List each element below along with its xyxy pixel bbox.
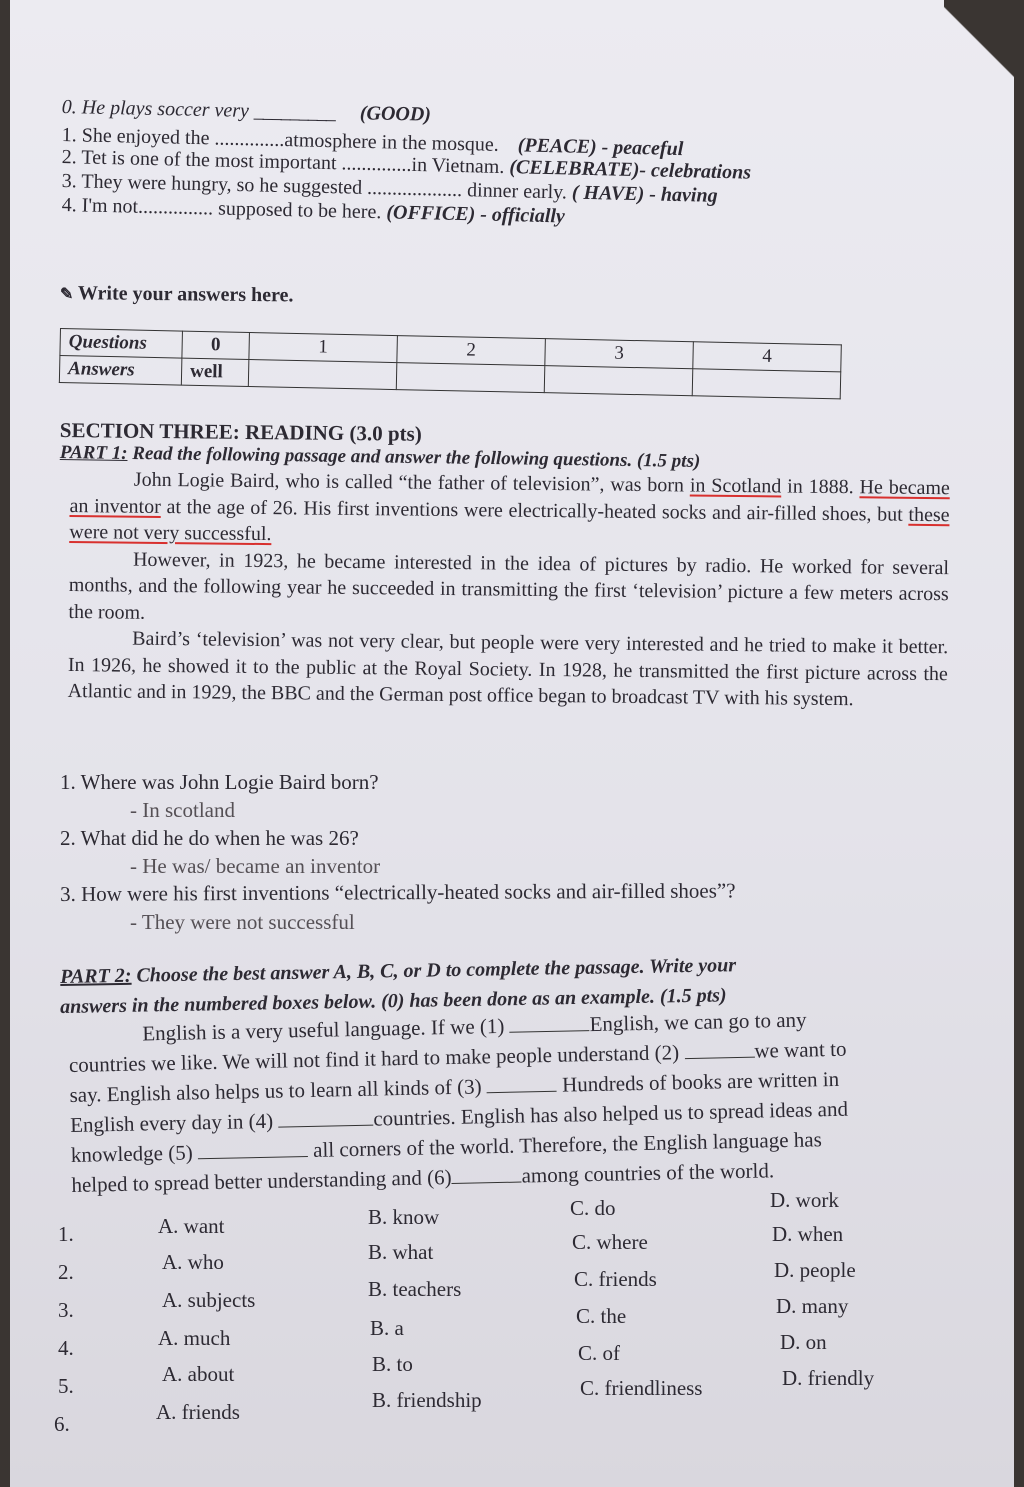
q4-post: supposed to be here. (217, 197, 382, 224)
option-d[interactable]: D. many (776, 1294, 849, 1318)
q2-word: (CELEBRATE)- celebrations (509, 156, 752, 184)
para1-text-c: at the age of 26. His first inventions were electrically-heated socks and air-filled shoes, but (160, 495, 909, 526)
part2-instructions-line1 (60, 954, 736, 989)
example-sentence: 0. He plays soccer very (61, 96, 250, 122)
pencil-icon: ✎ (59, 285, 74, 304)
table-cell: 4 (693, 342, 842, 372)
option-c[interactable]: C. where (572, 1230, 648, 1254)
answer-cell[interactable] (396, 363, 545, 393)
cloze-text: we want to (754, 1036, 847, 1063)
q1-post: atmosphere in the mosque. (284, 129, 500, 156)
answer-cell[interactable] (544, 366, 693, 396)
q3-word: ( HAVE) - having (571, 181, 718, 207)
option-d[interactable]: D. people (774, 1258, 856, 1282)
blank-3[interactable] (487, 1090, 557, 1093)
passage-paragraph-2: However, in 1923, he became interested in the idea of pictures by radio. He worked for several months, and the following year he succeeded in transmitting the first ‘television’ picture a few meters across the room. (68, 548, 950, 624)
answer-table (59, 328, 842, 399)
q2-post: in Vietnam. (411, 153, 505, 179)
cloze-text: all corners of the world. Therefore, the English language has (312, 1127, 822, 1162)
cloze-passage (68, 1001, 1002, 1200)
option-a[interactable]: A. subjects (162, 1288, 256, 1312)
part2-label: PART 2: (60, 964, 132, 988)
option-a[interactable]: A. much (158, 1326, 231, 1350)
q1-pre: She enjoyed the (81, 124, 210, 150)
cloze-text: English every day in (4) (69, 1108, 279, 1137)
cloze-text: among countries of the world. (521, 1158, 775, 1188)
q4-pre: I'm not (81, 194, 139, 218)
option-number: 4. (58, 1336, 74, 1360)
reading-question-1: 1. Where was John Logie Baird born? (60, 770, 379, 794)
table-cell: 3 (545, 339, 694, 369)
q2-number: 2. (61, 146, 77, 169)
questions-header: Questions (60, 329, 183, 359)
option-b[interactable]: B. to (372, 1352, 413, 1376)
underlined-answer-3: these were not very successful. (69, 503, 950, 546)
option-a[interactable]: A. want (158, 1214, 225, 1238)
para1-text-a: John Logie Baird, who is called “the father of television”, was born (133, 468, 691, 497)
part1-instruction-text: Read the following passage and answer the following questions. (1.5 pts) (132, 443, 701, 472)
option-a[interactable]: A. who (162, 1250, 224, 1274)
option-number: 2. (58, 1260, 74, 1284)
option-b[interactable]: B. friendship (372, 1388, 482, 1412)
underlined-answer-1: in Scotland (689, 474, 782, 498)
q1-dots: .............. (214, 127, 285, 152)
option-a[interactable]: A. friends (156, 1400, 240, 1424)
answers-header: Answers (59, 356, 182, 386)
cloze-text: countries. English has also helped us to spread ideas and (373, 1096, 849, 1131)
section-three-title: SECTION THREE: READING (3.0 pts) (59, 418, 422, 446)
q4-number: 4. (61, 194, 77, 217)
option-b[interactable]: B. teachers (368, 1277, 462, 1301)
q4-word: (OFFICE) - officially (386, 201, 566, 228)
underlined-answer-2: He became an inventor (69, 476, 950, 518)
option-c[interactable]: C. do (570, 1196, 616, 1220)
option-d[interactable]: D. when (772, 1222, 844, 1246)
cloze-text: helped to spread better understanding and (6) (71, 1165, 452, 1197)
reading-question-3: 3. How were his first inventions “electrically-heated socks and air-filled shoes”? (60, 878, 736, 906)
example-word: (GOOD) (359, 102, 432, 126)
reading-question-2: 2. What did he do when he was 26? (60, 826, 359, 850)
reading-answer-2: - He was/ became an inventor (130, 854, 381, 878)
cloze-text: Hundreds of books are written in (561, 1066, 840, 1097)
answer-cell[interactable] (692, 369, 841, 399)
blank-1[interactable] (510, 1029, 590, 1033)
example-blank: _________ (253, 100, 336, 124)
table-cell: 2 (397, 336, 546, 366)
blank-4[interactable] (278, 1124, 373, 1128)
option-c[interactable]: C. friends (574, 1267, 657, 1291)
passage-paragraph-1 (69, 466, 950, 555)
q3-pre: They were hungry, so he suggested (81, 170, 363, 199)
q2-pre: Tet is one of the most important (81, 146, 337, 175)
write-answers-text: Write your answers here. (77, 282, 294, 307)
table-cell: 1 (249, 332, 398, 362)
q1-word: (PEACE) - peaceful (517, 134, 684, 161)
part1-label: PART 1: (59, 442, 128, 464)
cloze-text: English, we can go to any (589, 1007, 807, 1037)
option-number: 5. (58, 1374, 74, 1398)
cloze-text: knowledge (5) (70, 1140, 199, 1167)
blank-6[interactable] (452, 1181, 522, 1184)
q4-dots: ............... (137, 195, 214, 220)
q2-dots: .............. (341, 152, 412, 176)
option-c[interactable]: C. of (578, 1341, 620, 1365)
answer-cell[interactable] (248, 359, 397, 389)
part2-instruction-text-1: Choose the best answer A, B, C, or D to complete the passage. Write your (136, 954, 737, 987)
reading-passage (68, 466, 950, 714)
option-b[interactable]: B. what (368, 1240, 434, 1264)
option-c[interactable]: C. friendliness (580, 1376, 703, 1400)
cloze-text: countries we like. We will not find it hard to make people understand (2) (68, 1040, 685, 1077)
para1-text-b: in 1888. (781, 475, 860, 499)
passage-paragraph-3: Baird’s ‘television’ was not very clear, but people were very interested and he tried to make it better. In 1926, he showed it to the public at the Royal Society. In 1928, he transmitted the first picture across the Atlantic and in 1929, the BBC and the German post office began to broadcast TV with his system. (67, 627, 949, 711)
option-b[interactable]: B. know (368, 1205, 440, 1229)
word-form-example (62, 96, 432, 127)
reading-answer-3: - They were not successful (130, 910, 355, 934)
option-a[interactable]: A. about (162, 1362, 235, 1386)
q3-number: 3. (61, 170, 77, 193)
option-number: 3. (58, 1298, 74, 1322)
cloze-text: say. English also helps us to learn all kinds of (3) (69, 1074, 488, 1107)
option-number: 1. (58, 1222, 74, 1246)
write-answers-prompt (60, 282, 294, 307)
option-number: 6. (54, 1412, 70, 1436)
option-d[interactable]: D. on (780, 1330, 827, 1354)
blank-2[interactable] (684, 1056, 754, 1059)
page-fold-corner (944, 0, 1014, 120)
option-d[interactable]: D. work (770, 1188, 839, 1212)
cloze-text: English is a very useful language. If we (1) (142, 1013, 510, 1046)
q3-dots: ................... (366, 176, 463, 202)
option-b[interactable]: B. a (370, 1316, 404, 1340)
option-d[interactable]: D. friendly (782, 1366, 875, 1390)
part2-instructions-line2: answers in the numbered boxes below. (0) has been done as an example. (1.5 pts) (60, 984, 727, 1018)
option-c[interactable]: C. the (576, 1304, 627, 1328)
q1-number: 1. (61, 124, 77, 147)
blank-5[interactable] (198, 1155, 308, 1159)
reading-answer-1: - In scotland (130, 798, 235, 822)
answer-cell[interactable]: well (181, 358, 249, 386)
table-cell: 0 (182, 331, 250, 359)
worksheet-page (10, 0, 1014, 1487)
q3-post: dinner early. (466, 179, 568, 204)
